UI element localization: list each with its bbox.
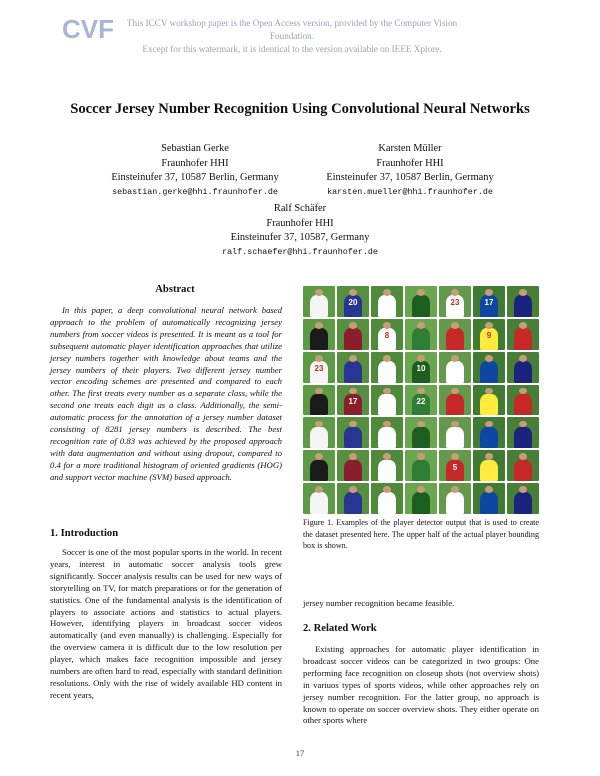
player-crop (439, 483, 471, 514)
player-crop (337, 352, 369, 383)
player-head (485, 486, 493, 493)
player-crop (473, 417, 505, 448)
author-name: Sebastian Gerke (161, 143, 229, 154)
player-jersey (480, 394, 498, 416)
player-crop (371, 450, 403, 481)
player-head (519, 322, 527, 329)
player-jersey (412, 427, 430, 449)
player-head (485, 289, 493, 296)
player-crop (439, 450, 471, 481)
player-crop (371, 417, 403, 448)
player-jersey (480, 427, 498, 449)
abstract-heading: Abstract (155, 284, 195, 295)
author-affiliation: Fraunhofer HHI (376, 157, 444, 169)
player-jersey (514, 492, 532, 514)
player-jersey (514, 460, 532, 482)
player-head (485, 322, 493, 329)
player-crop (507, 483, 539, 514)
player-jersey (514, 427, 532, 449)
player-jersey (344, 361, 362, 383)
player-jersey (310, 394, 328, 416)
player-crop (371, 385, 403, 416)
player-head (349, 486, 357, 493)
author-name: Ralf Schäfer (273, 203, 327, 214)
player-crop (439, 319, 471, 350)
player-jersey (446, 394, 464, 416)
player-head (519, 355, 527, 362)
player-head (451, 322, 459, 329)
player-crop (405, 286, 437, 317)
author-block-1 (105, 142, 285, 199)
player-jersey (480, 361, 498, 383)
player-head (417, 289, 425, 296)
player-crop (303, 319, 335, 350)
player-crop (405, 352, 437, 383)
player-jersey (378, 295, 396, 317)
player-head (349, 355, 357, 362)
jersey-number: 17 (348, 396, 358, 406)
right-continuation: jersey number recognition became feasible. (303, 598, 455, 608)
player-jersey (378, 427, 396, 449)
player-crop (405, 385, 437, 416)
author-address: Einsteinufer 37, 10587, Germany (230, 232, 370, 243)
player-head (315, 322, 323, 329)
cvf-logo-text: CVF (62, 14, 114, 44)
page-number: 17 (295, 748, 305, 758)
player-head (315, 355, 323, 362)
related-heading: 2. Related Work (303, 623, 377, 634)
player-jersey (378, 492, 396, 514)
player-crop (405, 450, 437, 481)
jersey-number: 22 (416, 396, 426, 406)
player-crop (507, 352, 539, 383)
player-jersey (446, 492, 464, 514)
player-head (383, 322, 391, 329)
author-address: Einsteinufer 37, 10587 Berlin, Germany (111, 172, 279, 183)
player-detector-figure (303, 286, 539, 514)
intro-heading: 1. Introduction (50, 528, 119, 539)
abstract-body (50, 305, 282, 484)
player-crop (337, 450, 369, 481)
player-jersey (412, 492, 430, 514)
player-crop (371, 352, 403, 383)
author-email: sebastian.gerke@hhi.fraunhofer.de (112, 186, 278, 197)
player-jersey (310, 492, 328, 514)
paper-title: Soccer Jersey Number Recognition Using Convolutional Neural Networks (70, 101, 530, 117)
player-jersey (378, 460, 396, 482)
author-email: ralf.schaefer@hhi.fraunhofer.de (222, 246, 378, 257)
player-jersey (344, 328, 362, 350)
player-crop (303, 450, 335, 481)
player-crop (439, 352, 471, 383)
player-head (383, 355, 391, 362)
player-jersey (412, 460, 430, 482)
player-crop (507, 450, 539, 481)
player-crop (303, 352, 335, 383)
player-jersey (514, 295, 532, 317)
author-block-2 (300, 142, 520, 199)
player-head (349, 322, 357, 329)
watermark-line-1: This ICCV workshop paper is the Open Access version, provided by the Computer Vision Foundation. (126, 18, 458, 41)
player-crop (439, 286, 471, 317)
player-crop (303, 385, 335, 416)
author-email: karsten.mueller@hhi.fraunhofer.de (327, 186, 493, 197)
player-crop (473, 450, 505, 481)
player-head (451, 355, 459, 362)
player-jersey (344, 492, 362, 514)
jersey-number: 23 (314, 364, 324, 374)
player-crop (337, 286, 369, 317)
author-name: Karsten Müller (378, 143, 442, 154)
author-affiliation: Fraunhofer HHI (161, 157, 229, 169)
player-crop (439, 385, 471, 416)
player-crop (303, 286, 335, 317)
player-jersey (514, 328, 532, 350)
player-head (519, 289, 527, 296)
player-crop (371, 319, 403, 350)
player-jersey (310, 427, 328, 449)
author-block-3 (180, 202, 420, 259)
player-head (451, 486, 459, 493)
player-crop (473, 385, 505, 416)
player-jersey (412, 295, 430, 317)
player-crop (507, 286, 539, 317)
player-jersey (310, 460, 328, 482)
player-jersey (378, 394, 396, 416)
player-head (417, 355, 425, 362)
jersey-number: 20 (348, 298, 358, 308)
player-crop (303, 483, 335, 514)
player-crop (473, 319, 505, 350)
player-crop (303, 417, 335, 448)
player-head (485, 355, 493, 362)
player-jersey (514, 361, 532, 383)
player-head (315, 486, 323, 493)
watermark-notice (112, 17, 472, 56)
figure-caption: Figure 1. Examples of the player detector output that is used to create the dataset presented here. The upper half of the actual player bounding box is shown. (303, 518, 539, 551)
player-jersey (344, 460, 362, 482)
player-crop (507, 385, 539, 416)
player-crop (371, 483, 403, 514)
player-crop (473, 286, 505, 317)
jersey-number: 10 (416, 364, 426, 374)
intro-body (50, 547, 282, 702)
player-head (349, 289, 357, 296)
player-jersey (344, 427, 362, 449)
related-text: Existing approaches for automatic player identification in broadcast soccer videos can be categorized in two groups: One performing face recognition on closeup shots (not overview shots) in variuos types of sports videos, while other approaches rely on jersey number recognition. For the latter group, no approach is known to operate on soccer overview shots. They either operate on other sports where (303, 644, 539, 726)
player-crop (371, 286, 403, 317)
author-address: Einsteinufer 37, 10587 Berlin, Germany (326, 172, 494, 183)
player-crop (439, 417, 471, 448)
player-jersey (514, 394, 532, 416)
player-crop (337, 385, 369, 416)
jersey-number: 17 (484, 298, 494, 308)
jersey-number: 8 (384, 331, 390, 341)
player-head (383, 486, 391, 493)
player-crop (473, 352, 505, 383)
jersey-number: 5 (452, 462, 458, 472)
player-jersey (480, 460, 498, 482)
player-jersey (480, 492, 498, 514)
abstract-text: In this paper, a deep convolutional neural network based approach to the problem of automatically recognizing jersey numbers from soccer videos is presented. It is meant as a tool for subsequent automatic player identification approaches that utilize jersey numbers together with knowledge about teams and the jersey numbers of their players. Two different jersey number vector encoding schemes are presented and compared to each other. The first treats every number as a separate class, while the second one treats each digit as a class. Additionally, the semi-automatic process for the annotation of a jersey number dataset consisting of 8281 jersey numbers is described. The best recognition rate of 0.83 was achieved by the proposed approach with data augmentation and without using dropout, compared to 0.4 for a more traditional histogram of oriented gradients (HOG) and support vector machine (SVM) based approach. (50, 305, 282, 482)
watermark-line-2: Except for this watermark, it is identical to the version available on IEEE Xplore. (142, 44, 442, 54)
player-jersey (378, 361, 396, 383)
player-crop (405, 319, 437, 350)
player-jersey (310, 295, 328, 317)
player-crop (337, 483, 369, 514)
player-jersey (412, 328, 430, 350)
player-crop (405, 417, 437, 448)
player-crop (473, 483, 505, 514)
player-jersey (446, 427, 464, 449)
intro-text: Soccer is one of the most popular sports in the world. In recent years, interest in automatic soccer analysis tools grew significantly. Soccer analysis results can be used for new ways of storytelling on TV, for match preparations or for the generation of statistics. One of the fundamental analysis is the identification of players to associate actions and statistics to actual players. However, identifying players in broadcast soccer videos automatically (and even manually) is challenging. Especially for the overview camera it is difficult due to the low resolution per player, which makes face recognition impossible and jersey numbers are often hard to read, especially with standard definition resolutions. Only with the rise of widely available HD content in recent years, (50, 547, 282, 700)
player-head (451, 289, 459, 296)
player-crop (337, 417, 369, 448)
author-affiliation: Fraunhofer HHI (266, 217, 334, 229)
player-head (417, 486, 425, 493)
player-jersey (446, 361, 464, 383)
jersey-number: 23 (450, 298, 460, 308)
player-crop (507, 319, 539, 350)
player-crop (405, 483, 437, 514)
player-jersey (446, 328, 464, 350)
player-crop (337, 319, 369, 350)
player-head (315, 289, 323, 296)
related-body (303, 644, 539, 727)
player-crop (507, 417, 539, 448)
player-head (383, 289, 391, 296)
player-head (519, 486, 527, 493)
player-jersey (310, 328, 328, 350)
jersey-number: 9 (486, 331, 492, 341)
player-head (417, 322, 425, 329)
cvf-logo (62, 14, 114, 44)
